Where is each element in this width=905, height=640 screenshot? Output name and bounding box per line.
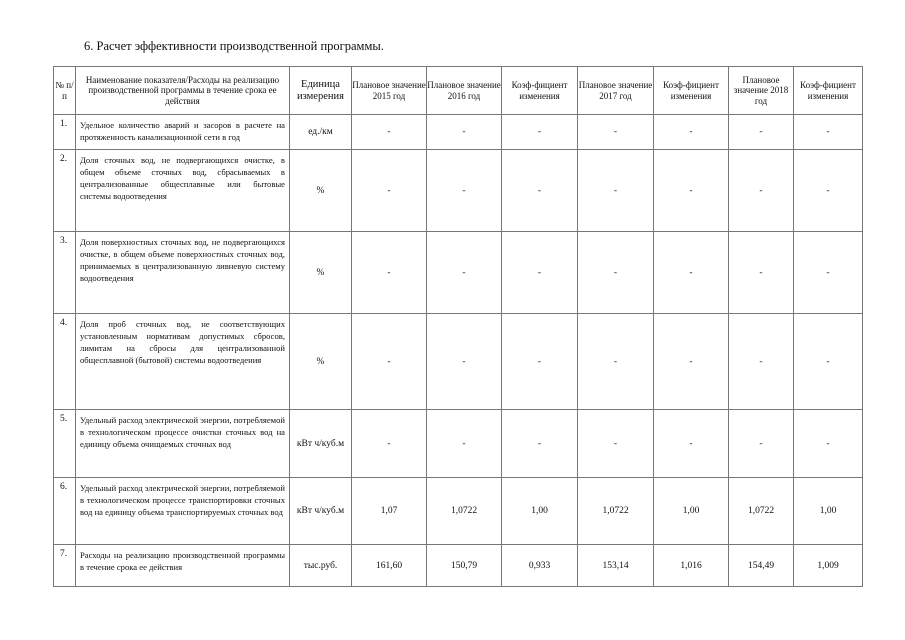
value-coef-2018: - — [794, 232, 863, 314]
value-plan-2017: - — [578, 150, 654, 232]
value-coef-2018: - — [794, 410, 863, 478]
value-plan-2015: - — [352, 115, 427, 150]
row-number: 2. — [54, 150, 76, 232]
row-unit: ед./км — [290, 115, 352, 150]
value-coef-2017: - — [654, 314, 729, 410]
value-coef-2018: 1,00 — [794, 478, 863, 545]
value-coef-2016: 0,933 — [502, 545, 578, 587]
value-coef-2016: - — [502, 232, 578, 314]
header-number: № п/п — [54, 67, 76, 115]
value-coef-2016: - — [502, 410, 578, 478]
value-plan-2017: - — [578, 115, 654, 150]
value-plan-2015: 161,60 — [352, 545, 427, 587]
value-coef-2018: - — [794, 150, 863, 232]
value-coef-2016: - — [502, 115, 578, 150]
row-unit: % — [290, 314, 352, 410]
table-row — [54, 314, 863, 410]
header-name: Наименование показателя/Расходы на реализацию производственной программы в течение срока ее действия — [76, 67, 290, 115]
header-plan-2016: Плановое значение 2016 год — [427, 67, 502, 115]
row-name: Доля сточных вод, не подвергающихся очистке, в общем объеме сточных вод, сбрасываемых в централизованные общесплавные или бытовые системы водоотведения — [76, 150, 290, 232]
table-header-row — [54, 67, 863, 115]
value-plan-2018: - — [729, 232, 794, 314]
value-coef-2016: - — [502, 314, 578, 410]
row-name: Удельный расход электрической энергии, потребляемой в технологическом процессе транспортировки сточных вод на единицу объема транспортируемых сточных вод — [76, 478, 290, 545]
value-plan-2016: 150,79 — [427, 545, 502, 587]
header-plan-2017: Плановое значение 2017 год — [578, 67, 654, 115]
value-plan-2018: - — [729, 150, 794, 232]
value-coef-2018: 1,009 — [794, 545, 863, 587]
value-coef-2017: - — [654, 115, 729, 150]
header-plan-2018: Плановое значение 2018 год — [729, 67, 794, 115]
value-plan-2018: - — [729, 314, 794, 410]
row-number: 1. — [54, 115, 76, 150]
page-title: 6. Расчет эффективности производственной программы. — [84, 39, 384, 53]
value-plan-2017: 153,14 — [578, 545, 654, 587]
row-name: Удельный расход электрической энергии, потребляемой в технологическом процессе очистки сточных вод на единицу объема очищаемых сточных вод — [76, 410, 290, 478]
header-coef-2018: Коэф-фициент изменения — [794, 67, 863, 115]
table-row — [54, 545, 863, 587]
row-unit: кВт ч/куб.м — [290, 478, 352, 545]
row-unit: кВт ч/куб.м — [290, 410, 352, 478]
value-coef-2016: - — [502, 150, 578, 232]
value-plan-2016: - — [427, 314, 502, 410]
value-coef-2017: 1,00 — [654, 478, 729, 545]
table-row — [54, 150, 863, 232]
value-plan-2016: 1,0722 — [427, 478, 502, 545]
value-plan-2015: - — [352, 232, 427, 314]
value-plan-2018: 1,0722 — [729, 478, 794, 545]
value-plan-2017: - — [578, 410, 654, 478]
table-row — [54, 115, 863, 150]
row-number: 3. — [54, 232, 76, 314]
row-name: Доля проб сточных вод, не соответствующих установленным нормативам допустимых сбросов, лимитам на сбросы для централизованной общесплавной (бытовой) системы водоотведения — [76, 314, 290, 410]
value-plan-2018: - — [729, 410, 794, 478]
header-coef-2017: Коэф-фициент изменения — [654, 67, 729, 115]
value-plan-2015: - — [352, 314, 427, 410]
row-unit: % — [290, 150, 352, 232]
value-coef-2018: - — [794, 115, 863, 150]
table-row — [54, 232, 863, 314]
value-plan-2018: 154,49 — [729, 545, 794, 587]
value-coef-2016: 1,00 — [502, 478, 578, 545]
value-coef-2017: - — [654, 410, 729, 478]
value-plan-2016: - — [427, 150, 502, 232]
value-plan-2016: - — [427, 232, 502, 314]
header-plan-2015: Плановое значение 2015 год — [352, 67, 427, 115]
row-number: 4. — [54, 314, 76, 410]
value-plan-2016: - — [427, 115, 502, 150]
table-row — [54, 478, 863, 545]
row-unit: тыс.руб. — [290, 545, 352, 587]
value-plan-2015: - — [352, 410, 427, 478]
efficiency-table — [53, 66, 863, 587]
row-number: 7. — [54, 545, 76, 587]
value-coef-2017: - — [654, 150, 729, 232]
value-coef-2017: - — [654, 232, 729, 314]
row-name: Расходы на реализацию производственной программы в течение срока ее действия — [76, 545, 290, 587]
value-plan-2017: - — [578, 314, 654, 410]
row-name: Удельное количество аварий и засоров в расчете на протяженность канализационной сети в год — [76, 115, 290, 150]
header-coef-2016: Коэф-фициент изменения — [502, 67, 578, 115]
value-plan-2017: 1,0722 — [578, 478, 654, 545]
row-number: 6. — [54, 478, 76, 545]
value-plan-2015: - — [352, 150, 427, 232]
value-plan-2015: 1,07 — [352, 478, 427, 545]
row-unit: % — [290, 232, 352, 314]
value-plan-2018: - — [729, 115, 794, 150]
value-coef-2018: - — [794, 314, 863, 410]
value-plan-2016: - — [427, 410, 502, 478]
row-number: 5. — [54, 410, 76, 478]
value-plan-2017: - — [578, 232, 654, 314]
row-name: Доля поверхностных сточных вод, не подвергающихся очистке, в общем объеме поверхностных сточных вод, принимаемых в централизованную ливневую систему водоотведения — [76, 232, 290, 314]
header-unit: Единица измерения — [290, 67, 352, 115]
table-row — [54, 410, 863, 478]
value-coef-2017: 1,016 — [654, 545, 729, 587]
